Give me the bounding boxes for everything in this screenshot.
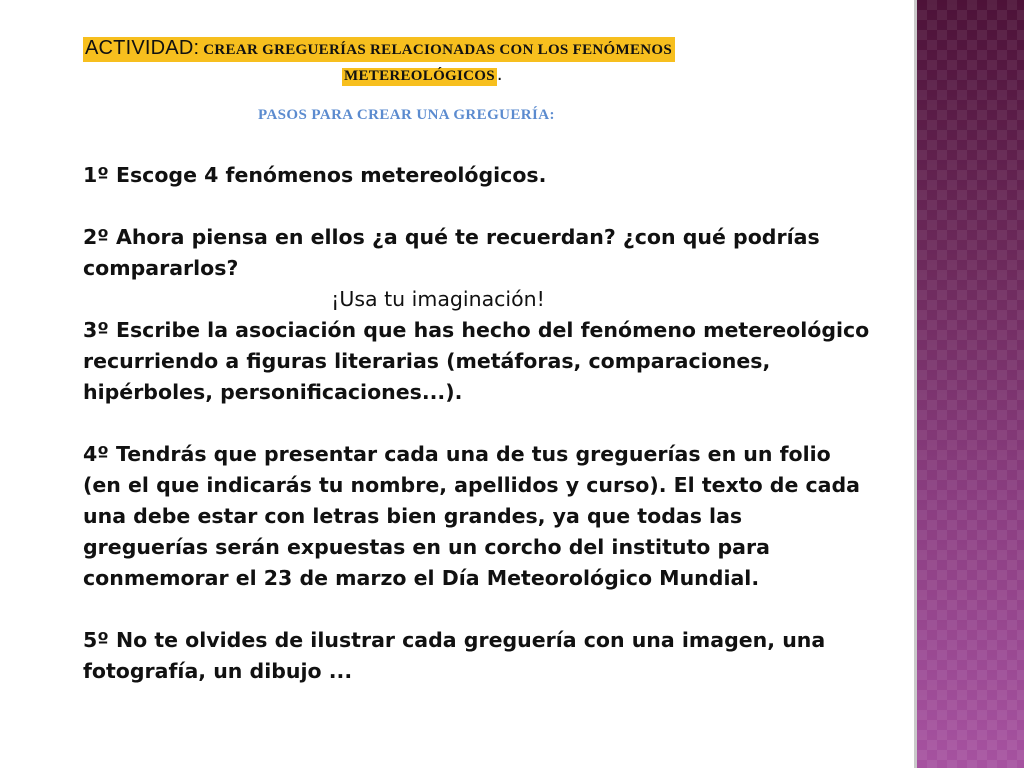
title-line-1-text: CREAR GREGUERÍAS RELACIONADAS CON LOS FENÓMENOS	[203, 42, 672, 58]
spacer	[83, 408, 873, 439]
spacer	[83, 594, 873, 625]
activity-title	[83, 37, 788, 86]
title-line-2-text: METEREOLÓGICOS	[344, 68, 495, 84]
steps-body	[83, 160, 873, 687]
step-2-note: ¡Usa tu imaginación!	[331, 287, 545, 311]
step-5: 5º No te olvides de ilustrar cada greguería con una imagen, una fotografía, un dibujo ...	[83, 628, 826, 683]
title-colon: :	[193, 37, 200, 59]
title-line-1	[83, 37, 675, 62]
subtitle: PASOS PARA CREAR UNA GREGUERÍA:	[258, 107, 555, 123]
decorative-sidebar	[914, 0, 1024, 768]
title-line-2	[342, 63, 788, 86]
step-3: 3º Escribe la asociación que has hecho del fenómeno metereológico recurriendo a figuras literarias (metáforas, comparaciones, hipérboles, personificaciones...).	[83, 318, 870, 404]
step-2: 2º Ahora piensa en ellos ¿a qué te recuerdan? ¿con qué podrías compararlos?	[83, 225, 820, 280]
activity-label: ACTIVIDAD	[85, 37, 194, 59]
sidebar-pattern	[917, 0, 1024, 768]
step-1: 1º Escoge 4 fenómenos metereológicos.	[83, 163, 547, 187]
step-4: 4º Tendrás que presentar cada una de tus greguerías en un folio (en el que indicarás tu nombre, apellidos y curso). El texto de cada una debe estar con letras bien grandes, ya que todas las greguerías serán expuestas en un corcho del instituto para conmemorar el 23 de marzo el Día Meteorológico Mundial.	[83, 442, 860, 590]
spacer	[83, 191, 873, 222]
title-period: .	[496, 63, 503, 85]
